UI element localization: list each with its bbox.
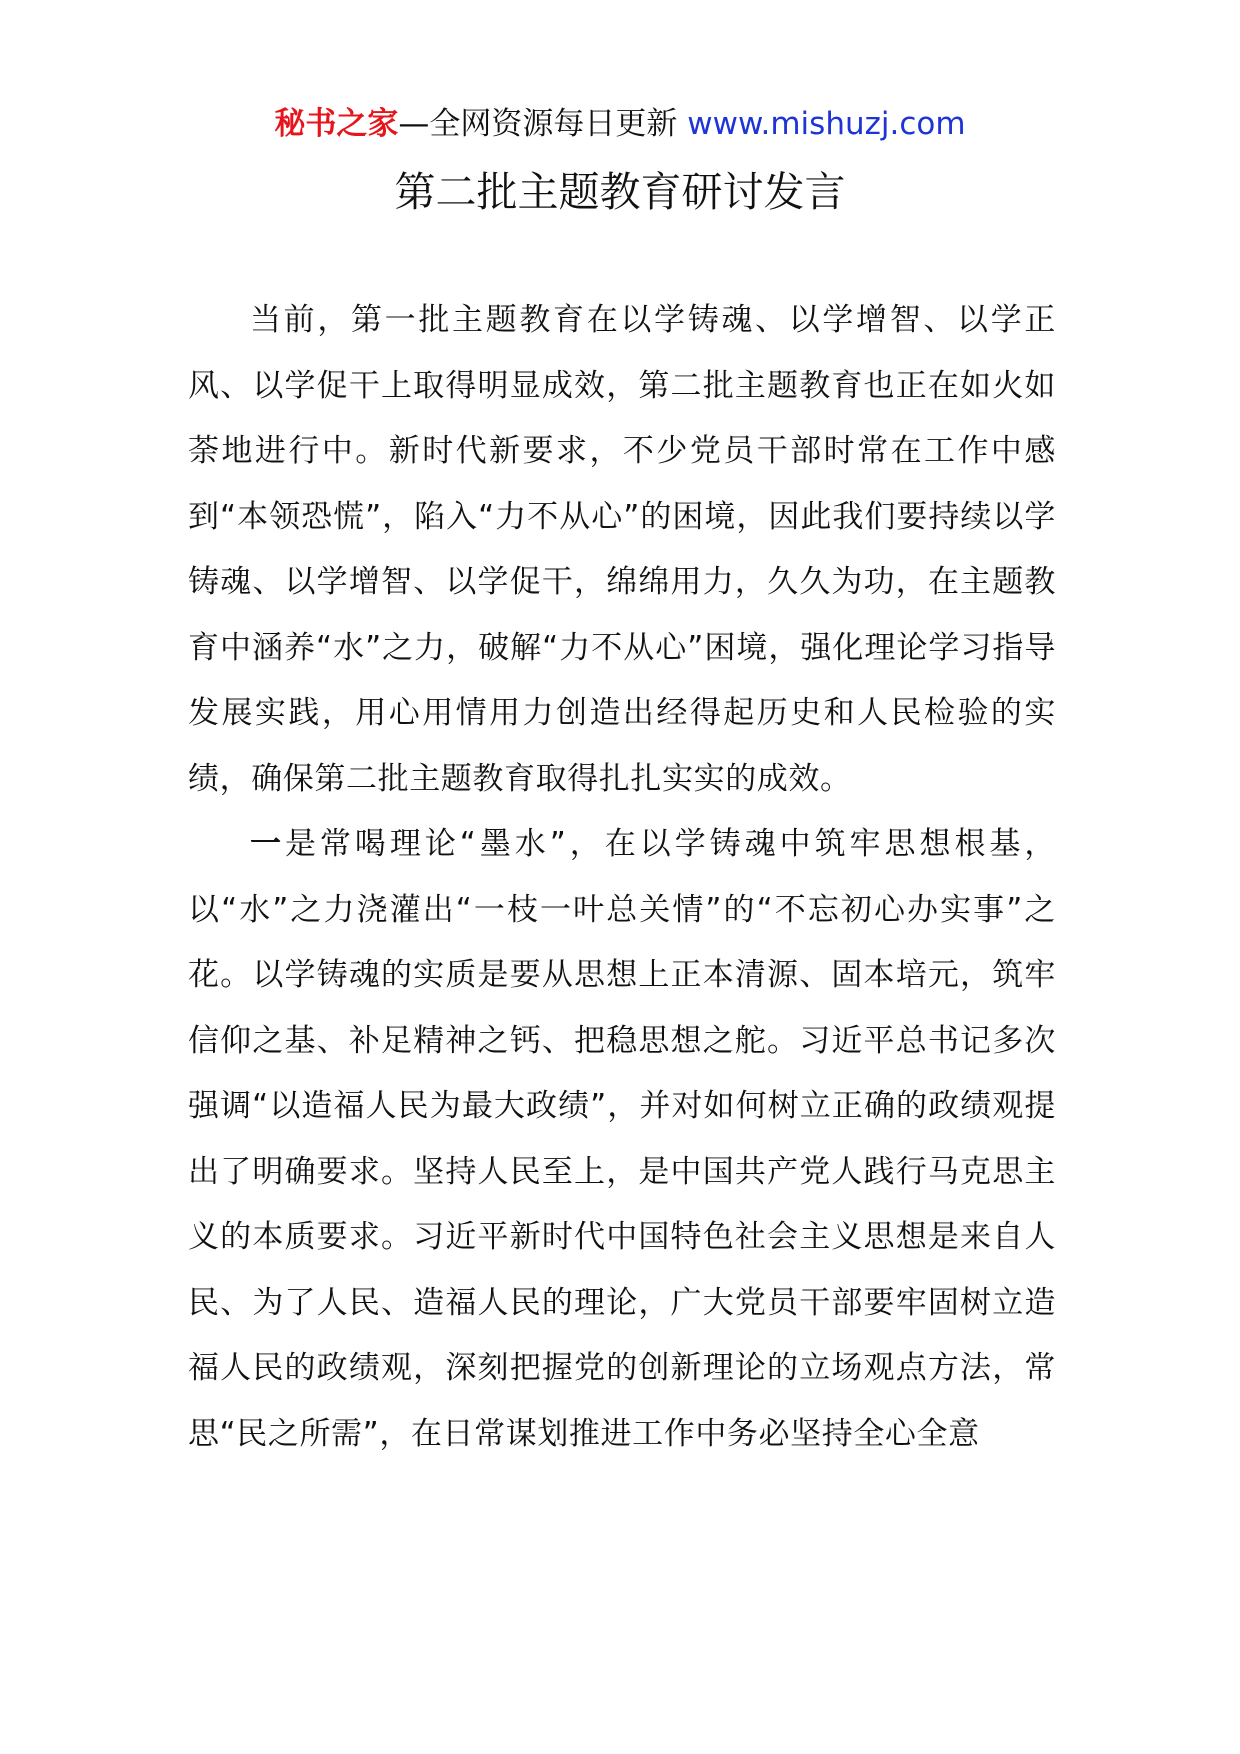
document-title: 第二批主题教育研讨发言 bbox=[394, 168, 846, 216]
paragraph-lead: 一 bbox=[250, 826, 285, 862]
site-url-link[interactable]: www.mishuzj.com bbox=[687, 106, 966, 142]
brand-name: 秘书之家 bbox=[274, 106, 399, 142]
paragraph-intro bbox=[188, 288, 1056, 812]
site-header-banner bbox=[0, 100, 1240, 148]
document-body bbox=[188, 288, 1056, 1467]
paragraph-text: 当前，第一批主题教育在以学铸魂、以学增智、以学正风、以学促干上取得明显成效，第二批主题教育也正在如火如荼地进行中。新时代新要求，不少党员干部时常在工作中感到“本领恐慌”，陷入“力不从心”的困境，因此我们要持续以学铸魂、以学增智、以学促干，绵绵用力，久久为功，在主题教育中涵养“水”之力，破解“力不从心”困境，强化理论学习指导发展实践，用心用情用力创造出经得起历史和人民检验的实绩，确保第二批主题教育取得扎扎实实的成效。 bbox=[188, 302, 1056, 797]
paragraph-text: 是常喝理论“墨水”，在以学铸魂中筑牢思想根基，以“水”之力浇灌出“一枝一叶总关情”的“不忘初心办实事”之花。以学铸魂的实质是要从思想上正本清源、固本培元，筑牢信仰之基、补足精神之钙、把稳思想之舵。习近平总书记多次强调“以造福人民为最大政绩”，并对如何树立正确的政绩观提出了明确要求。坚持人民至上，是中国共产党人践行马克思主义的本质要求。习近平新时代中国特色社会主义思想是来自人民、为了人民、造福人民的理论，广大党员干部要牢固树立造福人民的政绩观，深刻把握党的创新理论的立场观点方法，常思“民之所需”，在日常谋划推进工作中务必坚持全心全意 bbox=[188, 826, 1056, 1452]
paragraph-point-one bbox=[188, 812, 1056, 1467]
header-tagline: —全网资源每日更新 bbox=[398, 106, 688, 142]
